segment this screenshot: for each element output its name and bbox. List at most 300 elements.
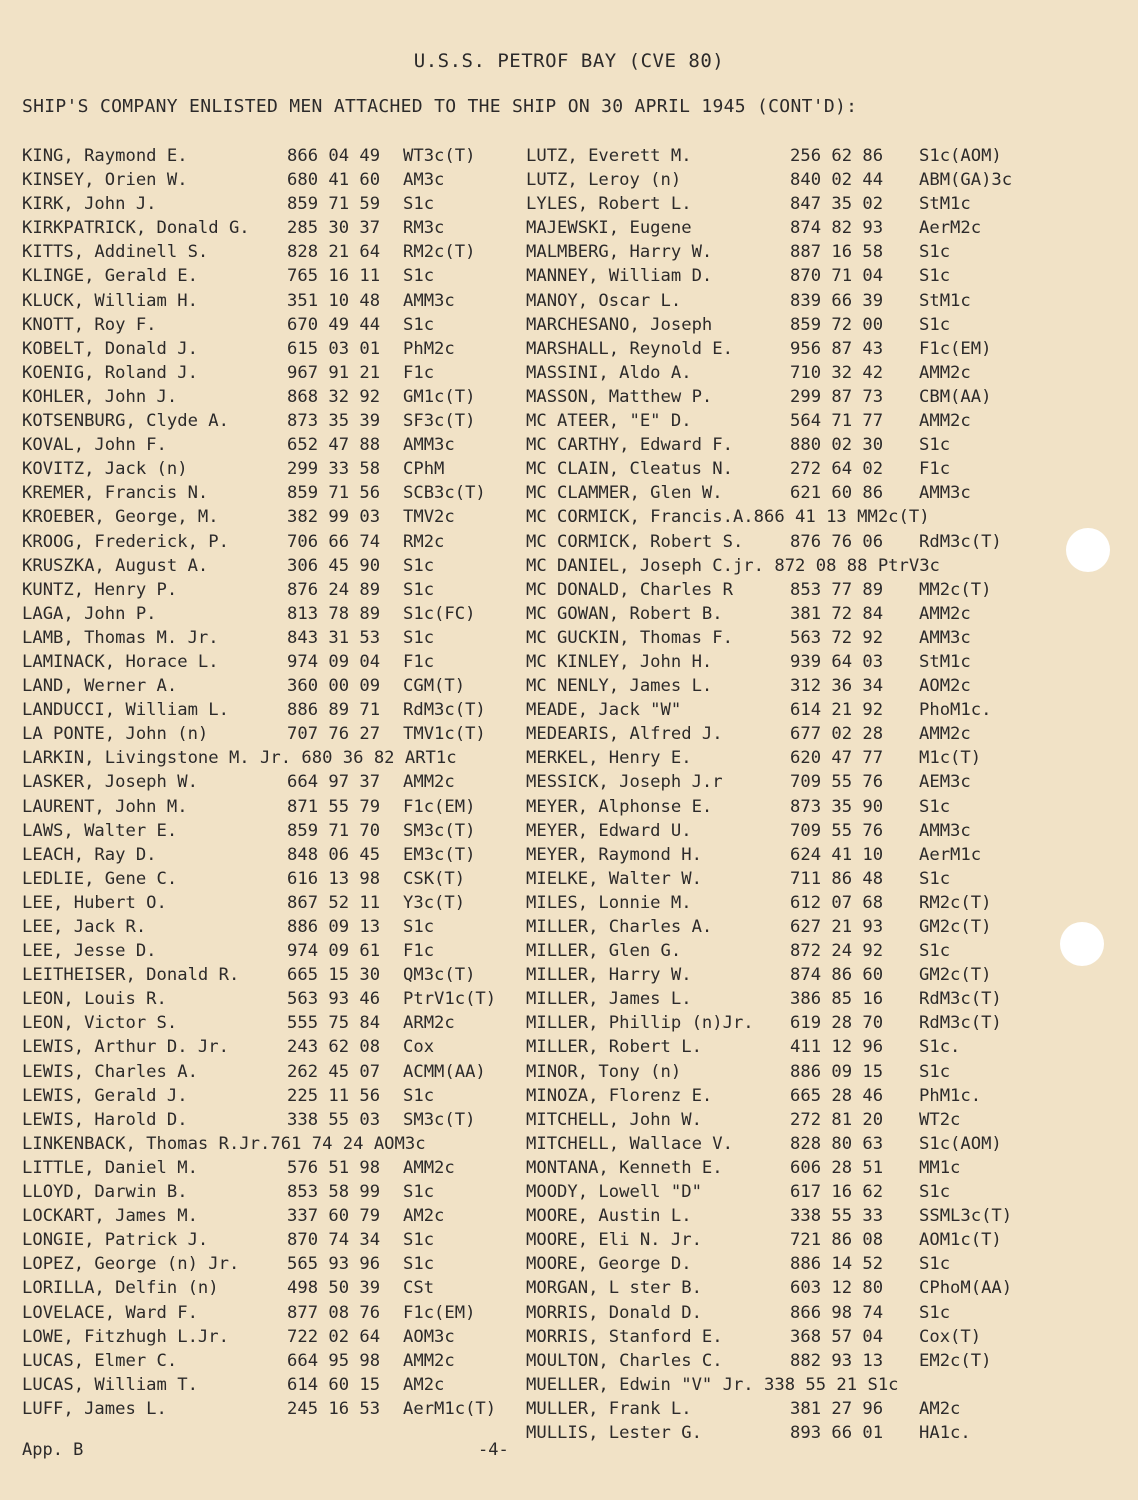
rating: S1c(FC) bbox=[403, 603, 476, 624]
service-number: 839 66 39 bbox=[790, 290, 884, 311]
service-number: 709 55 76 bbox=[790, 820, 884, 841]
rating: S1c bbox=[403, 1085, 435, 1106]
service-number: 262 45 07 bbox=[287, 1061, 381, 1082]
crew-name: KOENIG, Roland J. bbox=[22, 362, 198, 383]
rating: AerM1c(T) bbox=[403, 1398, 497, 1419]
crew-name: MILLER, Phillip (n)Jr. bbox=[526, 1013, 754, 1034]
crew-name: KROEBER, George, M. bbox=[22, 507, 219, 528]
crew-name: MEYER, Raymond H. bbox=[526, 844, 702, 865]
service-number: 843 31 53 bbox=[287, 627, 381, 648]
crew-name: MERKEL, Henry E. bbox=[526, 748, 692, 769]
crew-name: MORRIS, Donald D. bbox=[526, 1302, 702, 1323]
crew-name: MEADE, Jack "W" bbox=[526, 700, 682, 721]
rating: F1c(EM) bbox=[403, 796, 476, 817]
crew-name: LA PONTE, John (n) bbox=[22, 724, 209, 745]
rating: SF3c(T) bbox=[403, 411, 476, 432]
service-number: 555 75 84 bbox=[287, 1013, 381, 1034]
rating: AMM2c bbox=[403, 1350, 455, 1371]
crew-name: MILLER, James L. bbox=[526, 989, 692, 1010]
crew-name: KITTS, Addinell S. bbox=[22, 242, 209, 263]
service-number: 868 32 92 bbox=[287, 386, 381, 407]
rating: Y3c(T) bbox=[403, 892, 466, 913]
rating: AOM1c(T) bbox=[919, 1230, 1002, 1251]
rating: SM3c(T) bbox=[403, 820, 476, 841]
crew-name: MILLER, Charles A. bbox=[526, 917, 713, 937]
crew-name: MC CLAIN, Cleatus N. bbox=[526, 459, 733, 480]
rating: S1c bbox=[403, 627, 435, 648]
crew-name: LARKIN, Livingstone M. Jr. 680 36 82 ART1c bbox=[22, 748, 457, 769]
crew-name: LAURENT, John M. bbox=[22, 796, 188, 817]
crew-name: MILLER, Robert L. bbox=[526, 1037, 702, 1058]
crew-name: MC DONALD, Charles R bbox=[526, 579, 733, 600]
crew-name: LEE, Hubert O. bbox=[22, 892, 167, 913]
crew-name: MC GUCKIN, Thomas F. bbox=[526, 627, 733, 648]
crew-name: LORILLA, Delfin (n) bbox=[22, 1278, 219, 1299]
crew-name: MC CARTHY, Edward F. bbox=[526, 435, 733, 456]
rating: S1c bbox=[919, 435, 951, 456]
rating: SCB3c(T) bbox=[403, 483, 486, 504]
service-number: 859 71 70 bbox=[287, 820, 381, 841]
crew-name: LEWIS, Gerald J. bbox=[22, 1085, 188, 1106]
rating: F1c bbox=[403, 651, 435, 672]
service-number: 368 57 04 bbox=[790, 1326, 884, 1347]
rating: S1c bbox=[403, 1230, 435, 1251]
rating: AMM3c bbox=[919, 627, 971, 648]
crew-name: LEWIS, Charles A. bbox=[22, 1061, 198, 1082]
rating: S1c bbox=[919, 314, 951, 335]
rating: StM1c bbox=[919, 290, 971, 311]
service-number: 722 02 64 bbox=[287, 1326, 381, 1347]
service-number: 765 16 11 bbox=[287, 266, 381, 287]
rating: SM3c(T) bbox=[403, 1109, 476, 1130]
crew-name: KING, Raymond E. bbox=[22, 146, 188, 166]
service-number: 840 02 44 bbox=[790, 170, 884, 191]
crew-name: LAWS, Walter E. bbox=[22, 820, 178, 841]
crew-name: MAJEWSKI, Eugene bbox=[526, 218, 692, 239]
crew-name: LAND, Werner A. bbox=[22, 676, 178, 697]
rating: EM2c(T) bbox=[919, 1350, 992, 1371]
crew-name: MIELKE, Walter W. bbox=[526, 868, 702, 889]
crew-name: LITTLE, Daniel M. bbox=[22, 1157, 198, 1178]
service-number: 872 24 92 bbox=[790, 941, 884, 962]
rating: F1c(EM) bbox=[403, 1302, 476, 1323]
crew-name: LUCAS, Elmer C. bbox=[22, 1350, 178, 1371]
service-number: 859 71 59 bbox=[287, 194, 381, 215]
service-number: 886 89 71 bbox=[287, 700, 381, 721]
service-number: 709 55 76 bbox=[790, 772, 884, 793]
crew-name: LUCAS, William T. bbox=[22, 1374, 198, 1395]
service-number: 665 28 46 bbox=[790, 1085, 884, 1106]
document-subtitle: SHIP'S COMPANY ENLISTED MEN ATTACHED TO THE SHIP ON 30 APRIL 1945 (CONT'D): bbox=[22, 96, 858, 117]
rating: CBM(AA) bbox=[919, 386, 992, 407]
crew-name: MOULTON, Charles C. bbox=[526, 1350, 723, 1371]
service-number: 606 28 51 bbox=[790, 1157, 884, 1178]
service-number: 853 77 89 bbox=[790, 579, 884, 600]
service-number: 411 12 96 bbox=[790, 1037, 884, 1058]
service-number: 299 87 73 bbox=[790, 386, 884, 407]
service-number: 967 91 21 bbox=[287, 362, 381, 383]
crew-name: KREMER, Francis N. bbox=[22, 483, 209, 504]
service-number: 381 72 84 bbox=[790, 603, 884, 624]
service-number: 615 03 01 bbox=[287, 338, 381, 359]
service-number: 614 60 15 bbox=[287, 1374, 381, 1395]
rating: AOM2c bbox=[919, 676, 971, 697]
service-number: 498 50 39 bbox=[287, 1278, 381, 1299]
service-number: 828 80 63 bbox=[790, 1133, 884, 1154]
crew-name: MOORE, George D. bbox=[526, 1254, 692, 1275]
rating: StM1c bbox=[919, 194, 971, 215]
service-number: 664 97 37 bbox=[287, 772, 381, 793]
service-number: 619 28 70 bbox=[790, 1013, 884, 1034]
rating: S1c bbox=[919, 1302, 951, 1323]
service-number: 847 35 02 bbox=[790, 194, 884, 215]
rating: S1c bbox=[403, 1254, 435, 1275]
service-number: 360 00 09 bbox=[287, 676, 381, 697]
service-number: 974 09 04 bbox=[287, 651, 381, 672]
rating: CPhoM(AA) bbox=[919, 1278, 1013, 1299]
rating: MM1c bbox=[919, 1157, 961, 1178]
service-number: 285 30 37 bbox=[287, 218, 381, 239]
crew-name: MARCHESANO, Joseph bbox=[526, 314, 713, 335]
crew-name: KROOG, Frederick, P. bbox=[22, 531, 229, 552]
rating: PhoM1c. bbox=[919, 700, 992, 721]
crew-name: MEYER, Edward U. bbox=[526, 820, 692, 841]
rating: AOM3c bbox=[403, 1326, 455, 1347]
service-number: 614 21 92 bbox=[790, 700, 884, 721]
rating: AMM2c bbox=[403, 1157, 455, 1178]
service-number: 880 02 30 bbox=[790, 435, 884, 456]
rating: RdM3c(T) bbox=[919, 531, 1002, 552]
service-number: 624 41 10 bbox=[790, 844, 884, 865]
rating: ARM2c bbox=[403, 1013, 455, 1034]
crew-name: MITCHELL, Wallace V. bbox=[526, 1133, 733, 1154]
crew-name: KOHLER, John J. bbox=[22, 386, 178, 407]
service-number: 873 35 39 bbox=[287, 411, 381, 432]
rating: RM3c bbox=[403, 218, 445, 239]
service-number: 873 35 90 bbox=[790, 796, 884, 817]
crew-name: LEE, Jesse D. bbox=[22, 941, 157, 962]
service-number: 867 52 11 bbox=[287, 892, 381, 913]
service-number: 853 58 99 bbox=[287, 1182, 381, 1203]
rating: S1c bbox=[403, 1182, 435, 1203]
crew-name: LLOYD, Darwin B. bbox=[22, 1182, 188, 1203]
crew-name: MEDEARIS, Alfred J. bbox=[526, 724, 723, 745]
service-number: 616 13 98 bbox=[287, 868, 381, 889]
rating: AMM2c bbox=[403, 772, 455, 793]
service-number: 603 12 80 bbox=[790, 1278, 884, 1299]
rating: S1c bbox=[403, 266, 435, 287]
crew-name: KLINGE, Gerald E. bbox=[22, 266, 198, 287]
crew-name: MILLER, Glen G. bbox=[526, 941, 682, 962]
rating: AM2c bbox=[919, 1398, 961, 1419]
rating: GM1c(T) bbox=[403, 386, 476, 407]
service-number: 706 66 74 bbox=[287, 531, 381, 552]
rating: S1c bbox=[919, 1182, 951, 1203]
crew-name: LEWIS, Arthur D. Jr. bbox=[22, 1037, 229, 1058]
crew-name: MOORE, Austin L. bbox=[526, 1206, 692, 1227]
rating: PhM1c. bbox=[919, 1085, 982, 1106]
rating: AerM2c bbox=[919, 218, 982, 239]
crew-name: KRUSZKA, August A. bbox=[22, 555, 209, 576]
service-number: 338 55 33 bbox=[790, 1206, 884, 1227]
service-number: 576 51 98 bbox=[287, 1157, 381, 1178]
crew-name: MANOY, Oscar L. bbox=[526, 290, 682, 311]
service-number: 245 16 53 bbox=[287, 1398, 381, 1419]
service-number: 886 14 52 bbox=[790, 1254, 884, 1275]
crew-name: MC DANIEL, Joseph C.jr. 872 08 88 PtrV3c bbox=[526, 555, 940, 576]
rating: F1c bbox=[403, 362, 435, 383]
crew-name: LEWIS, Harold D. bbox=[22, 1109, 188, 1130]
appendix-label: App. B bbox=[22, 1440, 84, 1460]
rating: GM2c(T) bbox=[919, 917, 992, 937]
service-number: 710 32 42 bbox=[790, 362, 884, 383]
rating: S1c bbox=[919, 266, 951, 287]
service-number: 338 55 03 bbox=[287, 1109, 381, 1130]
rating: M1c(T) bbox=[919, 748, 982, 769]
rating: AMM2c bbox=[919, 362, 971, 383]
service-number: 351 10 48 bbox=[287, 290, 381, 311]
crew-name: KOBELT, Donald J. bbox=[22, 338, 198, 359]
crew-name: KOVAL, John F. bbox=[22, 435, 167, 456]
service-number: 664 95 98 bbox=[287, 1350, 381, 1371]
crew-name: LOPEZ, George (n) Jr. bbox=[22, 1254, 240, 1275]
rating: TMV1c(T) bbox=[403, 724, 486, 745]
rating: AMM2c bbox=[919, 724, 971, 745]
service-number: 721 86 08 bbox=[790, 1230, 884, 1251]
rating: CGM(T) bbox=[403, 676, 466, 697]
service-number: 225 11 56 bbox=[287, 1085, 381, 1106]
crew-name: MALMBERG, Harry W. bbox=[526, 242, 713, 263]
rating: AM2c bbox=[403, 1374, 445, 1395]
rating: RdM3c(T) bbox=[403, 700, 486, 721]
service-number: 956 87 43 bbox=[790, 338, 884, 359]
crew-name: MANNEY, William D. bbox=[526, 266, 713, 287]
rating: AMM3c bbox=[919, 820, 971, 841]
service-number: 620 47 77 bbox=[790, 748, 884, 769]
crew-name: LYLES, Robert L. bbox=[526, 194, 692, 215]
crew-name: LUFF, James L. bbox=[22, 1398, 167, 1419]
crew-name: LUTZ, Leroy (n) bbox=[526, 170, 682, 191]
rating: S1c bbox=[919, 868, 951, 889]
service-number: 887 16 58 bbox=[790, 242, 884, 263]
rating: CPhM bbox=[403, 459, 445, 480]
crew-name: MESSICK, Joseph J.r bbox=[526, 772, 723, 793]
rating: S1c(AOM) bbox=[919, 1133, 1002, 1154]
rating: CSK(T) bbox=[403, 868, 466, 889]
rating: WT3c(T) bbox=[403, 146, 476, 166]
rating: PhM2c bbox=[403, 338, 455, 359]
service-number: 974 09 61 bbox=[287, 941, 381, 962]
service-number: 652 47 88 bbox=[287, 435, 381, 456]
rating: RM2c(T) bbox=[403, 242, 476, 263]
crew-name: LAMINACK, Horace L. bbox=[22, 651, 219, 672]
crew-name: LANDUCCI, William L. bbox=[22, 700, 229, 721]
crew-name: MASSON, Matthew P. bbox=[526, 386, 713, 407]
crew-name: LOVELACE, Ward F. bbox=[22, 1302, 198, 1323]
rating: AMM3c bbox=[403, 290, 455, 311]
service-number: 272 64 02 bbox=[790, 459, 884, 480]
crew-name: MULLIS, Lester G. bbox=[526, 1422, 702, 1443]
service-number: 670 49 44 bbox=[287, 314, 381, 335]
service-number: 876 76 06 bbox=[790, 531, 884, 552]
service-number: 813 78 89 bbox=[287, 603, 381, 624]
crew-name: KOTSENBURG, Clyde A. bbox=[22, 411, 229, 432]
rating: PtrV1c(T) bbox=[403, 989, 497, 1010]
crew-name: MORRIS, Stanford E. bbox=[526, 1326, 723, 1347]
service-number: 256 62 86 bbox=[790, 146, 884, 166]
service-number: 612 07 68 bbox=[790, 892, 884, 913]
crew-name: KLUCK, William H. bbox=[22, 290, 198, 311]
rating: StM1c bbox=[919, 651, 971, 672]
rating: S1c bbox=[919, 796, 951, 817]
service-number: 886 09 15 bbox=[790, 1061, 884, 1082]
crew-name: MC ATEER, "E" D. bbox=[526, 411, 692, 432]
page-number: -4- bbox=[478, 1440, 509, 1460]
service-number: 828 21 64 bbox=[287, 242, 381, 263]
service-number: 866 98 74 bbox=[790, 1302, 884, 1323]
rating: Cox(T) bbox=[919, 1326, 982, 1347]
crew-name: MINOR, Tony (n) bbox=[526, 1061, 682, 1082]
crew-name: MILES, Lonnie M. bbox=[526, 892, 692, 913]
rating: RdM3c(T) bbox=[919, 989, 1002, 1010]
service-number: 272 81 20 bbox=[790, 1109, 884, 1130]
rating: AMM3c bbox=[403, 435, 455, 456]
crew-name: MINOZA, Florenz E. bbox=[526, 1085, 713, 1106]
rating: S1c bbox=[403, 314, 435, 335]
rating: QM3c(T) bbox=[403, 965, 476, 986]
crew-name: MASSINI, Aldo A. bbox=[526, 362, 692, 383]
crew-name: LASKER, Joseph W. bbox=[22, 772, 198, 793]
service-number: 665 15 30 bbox=[287, 965, 381, 986]
service-number: 866 04 49 bbox=[287, 146, 381, 166]
rating: Cox bbox=[403, 1037, 435, 1058]
rating: S1c bbox=[919, 1254, 951, 1275]
crew-name: MC CORMICK, Robert S. bbox=[526, 531, 744, 552]
service-number: 939 64 03 bbox=[790, 651, 884, 672]
service-number: 381 27 96 bbox=[790, 1398, 884, 1419]
rating: AerM1c bbox=[919, 844, 982, 865]
rating: SSML3c(T) bbox=[919, 1206, 1013, 1227]
crew-name: KINSEY, Orien W. bbox=[22, 170, 188, 191]
service-number: 882 93 13 bbox=[790, 1350, 884, 1371]
service-number: 874 82 93 bbox=[790, 218, 884, 239]
punch-hole bbox=[1066, 528, 1110, 572]
rating: S1c bbox=[403, 555, 435, 576]
crew-name: LINKENBACK, Thomas R.Jr.761 74 24 AOM3c bbox=[22, 1133, 426, 1154]
rating: ABM(GA)3c bbox=[919, 170, 1013, 191]
rating: RM2c(T) bbox=[919, 892, 992, 913]
rating: RM2c bbox=[403, 531, 445, 552]
rating: F1c bbox=[919, 459, 951, 480]
crew-name: LAGA, John P. bbox=[22, 603, 157, 624]
crew-name: LEITHEISER, Donald R. bbox=[22, 965, 240, 986]
crew-name: MC CLAMMER, Glen W. bbox=[526, 483, 723, 504]
rating: S1c bbox=[919, 941, 951, 962]
service-number: 893 66 01 bbox=[790, 1422, 884, 1443]
rating: F1c(EM) bbox=[919, 338, 992, 359]
crew-name: MORGAN, L ster B. bbox=[526, 1278, 702, 1299]
rating: S1c bbox=[403, 579, 435, 600]
service-number: 306 45 90 bbox=[287, 555, 381, 576]
crew-name: MONTANA, Kenneth E. bbox=[526, 1157, 723, 1178]
rating: S1c(AOM) bbox=[919, 146, 1002, 166]
rating: AMM3c bbox=[919, 483, 971, 504]
crew-name: MULLER, Frank L. bbox=[526, 1398, 692, 1419]
rating: CSt bbox=[403, 1278, 435, 1299]
service-number: 299 33 58 bbox=[287, 459, 381, 480]
crew-name: LEE, Jack R. bbox=[22, 917, 147, 937]
rating: AEM3c bbox=[919, 772, 971, 793]
service-number: 680 41 60 bbox=[287, 170, 381, 191]
rating: S1c. bbox=[919, 1037, 961, 1058]
punch-hole bbox=[1060, 922, 1104, 966]
crew-name: LEDLIE, Gene C. bbox=[22, 868, 178, 889]
rating: ACMM(AA) bbox=[403, 1061, 486, 1082]
service-number: 886 09 13 bbox=[287, 917, 381, 937]
service-number: 563 72 92 bbox=[790, 627, 884, 648]
service-number: 564 71 77 bbox=[790, 411, 884, 432]
crew-name: KOVITZ, Jack (n) bbox=[22, 459, 188, 480]
crew-name: MOODY, Lowell "D" bbox=[526, 1182, 702, 1203]
crew-name: MC KINLEY, John H. bbox=[526, 651, 713, 672]
document-title: U.S.S. PETROF BAY (CVE 80) bbox=[413, 50, 725, 72]
service-number: 877 08 76 bbox=[287, 1302, 381, 1323]
rating: AM2c bbox=[403, 1206, 445, 1227]
rating: TMV2c bbox=[403, 507, 455, 528]
rating: AMM2c bbox=[919, 603, 971, 624]
service-number: 871 55 79 bbox=[287, 796, 381, 817]
rating: MM2c(T) bbox=[919, 579, 992, 600]
service-number: 870 71 04 bbox=[790, 266, 884, 287]
service-number: 876 24 89 bbox=[287, 579, 381, 600]
rating: S1c bbox=[403, 194, 435, 215]
crew-name: LEON, Louis R. bbox=[22, 989, 167, 1010]
crew-name: LOCKART, James M. bbox=[22, 1206, 198, 1227]
service-number: 874 86 60 bbox=[790, 965, 884, 986]
service-number: 565 93 96 bbox=[287, 1254, 381, 1275]
rating: F1c bbox=[403, 941, 435, 962]
service-number: 386 85 16 bbox=[790, 989, 884, 1010]
rating: WT2c bbox=[919, 1109, 961, 1130]
crew-name: LOWE, Fitzhugh L.Jr. bbox=[22, 1326, 229, 1347]
service-number: 621 60 86 bbox=[790, 483, 884, 504]
rating: AM3c bbox=[403, 170, 445, 191]
crew-name: LONGIE, Patrick J. bbox=[22, 1230, 209, 1251]
rating: S1c bbox=[403, 917, 435, 937]
rating: EM3c(T) bbox=[403, 844, 476, 865]
crew-name: MC NENLY, James L. bbox=[526, 676, 713, 697]
service-number: 627 21 93 bbox=[790, 917, 884, 937]
crew-name: KUNTZ, Henry P. bbox=[22, 579, 178, 600]
crew-name: KNOTT, Roy F. bbox=[22, 314, 157, 335]
service-number: 711 86 48 bbox=[790, 868, 884, 889]
service-number: 870 74 34 bbox=[287, 1230, 381, 1251]
service-number: 243 62 08 bbox=[287, 1037, 381, 1058]
crew-name: MOORE, Eli N. Jr. bbox=[526, 1230, 702, 1251]
crew-name: LEACH, Ray D. bbox=[22, 844, 157, 865]
crew-name: KIRKPATRICK, Donald G. bbox=[22, 218, 250, 239]
crew-name: MC CORMICK, Francis.A.866 41 13 MM2c(T) bbox=[526, 507, 930, 528]
service-number: 312 36 34 bbox=[790, 676, 884, 697]
service-number: 859 71 56 bbox=[287, 483, 381, 504]
rating: HA1c. bbox=[919, 1422, 971, 1443]
crew-name: MC GOWAN, Robert B. bbox=[526, 603, 723, 624]
crew-name: MUELLER, Edwin "V" Jr. 338 55 21 S1c bbox=[526, 1374, 899, 1395]
rating: S1c bbox=[919, 1061, 951, 1082]
crew-name: MEYER, Alphonse E. bbox=[526, 796, 713, 817]
rating: AMM2c bbox=[919, 411, 971, 432]
service-number: 707 76 27 bbox=[287, 724, 381, 745]
